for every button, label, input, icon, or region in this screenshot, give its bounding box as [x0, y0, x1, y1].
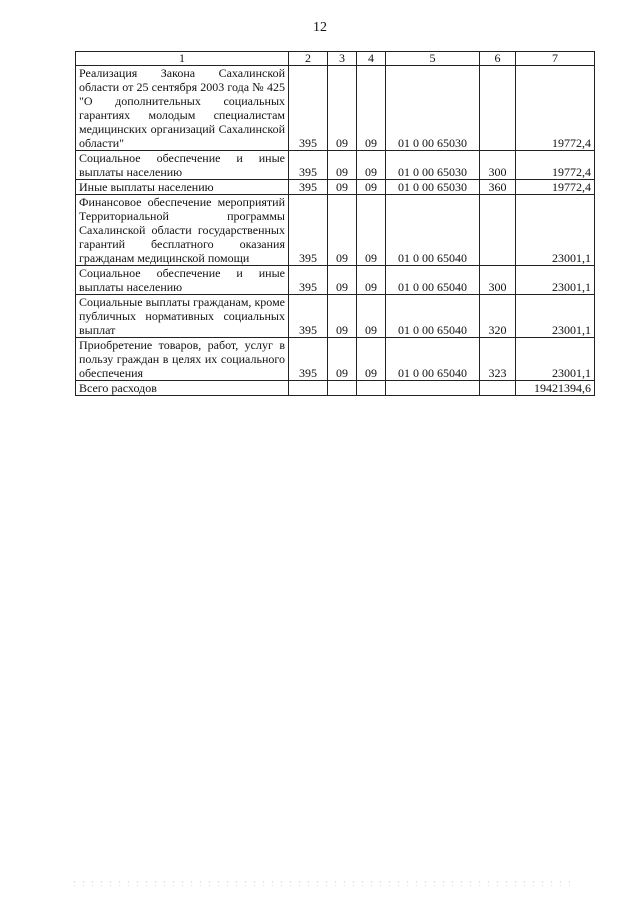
- row-cell: [386, 381, 480, 396]
- row-cell: 395: [289, 338, 328, 381]
- column-header: 7: [516, 52, 595, 66]
- column-header: 5: [386, 52, 480, 66]
- row-cell: 09: [328, 151, 357, 180]
- row-cell: 395: [289, 151, 328, 180]
- row-cell: [480, 66, 516, 151]
- table-row: [76, 151, 595, 180]
- row-name: Социальное обеспечение и иные выплаты населению: [76, 151, 289, 180]
- row-cell: [289, 381, 328, 396]
- row-cell: 395: [289, 266, 328, 295]
- table-header-row: [76, 52, 595, 66]
- row-cell: 300: [480, 151, 516, 180]
- table-row: [76, 338, 595, 381]
- row-cell: [357, 381, 386, 396]
- row-name: Социальные выплаты гражданам, кроме публичных нормативных социальных выплат: [76, 295, 289, 338]
- page-number: 12: [313, 20, 327, 35]
- table-row: [76, 295, 595, 338]
- row-cell: [480, 381, 516, 396]
- column-header: 6: [480, 52, 516, 66]
- row-cell: 09: [357, 295, 386, 338]
- row-cell: 300: [480, 266, 516, 295]
- row-cell: 395: [289, 195, 328, 266]
- expenditure-table: [75, 51, 595, 396]
- row-cell: 01 0 00 65040: [386, 195, 480, 266]
- row-name: Приобретение товаров, работ, услуг в пользу граждан в целях их социального обеспечения: [76, 338, 289, 381]
- column-header: 3: [328, 52, 357, 66]
- row-cell: 09: [328, 338, 357, 381]
- row-cell: 09: [357, 151, 386, 180]
- row-cell: 323: [480, 338, 516, 381]
- row-cell: 01 0 00 65030: [386, 66, 480, 151]
- row-name: Социальное обеспечение и иные выплаты населению: [76, 266, 289, 295]
- row-cell: 09: [357, 266, 386, 295]
- table-row: [76, 195, 595, 266]
- row-cell: [328, 381, 357, 396]
- row-cell: 09: [357, 180, 386, 195]
- table-row: [76, 180, 595, 195]
- total-row: [76, 381, 595, 396]
- row-amount: 19772,4: [516, 151, 595, 180]
- row-name: Иные выплаты населению: [76, 180, 289, 195]
- total-amount: 19421394,6: [516, 381, 595, 396]
- row-cell: 09: [357, 338, 386, 381]
- row-cell: 09: [328, 180, 357, 195]
- row-cell: 01 0 00 65040: [386, 295, 480, 338]
- row-cell: 01 0 00 65030: [386, 180, 480, 195]
- row-amount: 23001,1: [516, 295, 595, 338]
- table-row: [76, 66, 595, 151]
- row-cell: 320: [480, 295, 516, 338]
- row-cell: 395: [289, 66, 328, 151]
- row-amount: 23001,1: [516, 266, 595, 295]
- row-cell: 09: [357, 66, 386, 151]
- column-header: 4: [357, 52, 386, 66]
- column-header: 1: [76, 52, 289, 66]
- row-cell: 01 0 00 65040: [386, 338, 480, 381]
- row-amount: 19772,4: [516, 66, 595, 151]
- row-cell: 395: [289, 295, 328, 338]
- row-name: Реализация Закона Сахалинской области от 25 сентября 2003 года № 425 "О дополнительных социальных гарантиях молодым специалистам медицинских организаций Сахалинской области": [76, 66, 289, 151]
- row-amount: 23001,1: [516, 195, 595, 266]
- column-header: 2: [289, 52, 328, 66]
- row-cell: 09: [328, 195, 357, 266]
- row-cell: 09: [328, 295, 357, 338]
- row-amount: 19772,4: [516, 180, 595, 195]
- row-cell: 09: [357, 195, 386, 266]
- row-cell: 09: [328, 266, 357, 295]
- scan-noise: [70, 880, 570, 886]
- table-row: [76, 266, 595, 295]
- total-label: Всего расходов: [76, 381, 289, 396]
- row-cell: 01 0 00 65040: [386, 266, 480, 295]
- row-amount: 23001,1: [516, 338, 595, 381]
- row-cell: 01 0 00 65030: [386, 151, 480, 180]
- row-cell: [480, 195, 516, 266]
- row-cell: 360: [480, 180, 516, 195]
- row-cell: 09: [328, 66, 357, 151]
- row-cell: 395: [289, 180, 328, 195]
- row-name: Финансовое обеспечение мероприятий Территориальной программы Сахалинской области государственных гарантий бесплатного оказания гражданам медицинской помощи: [76, 195, 289, 266]
